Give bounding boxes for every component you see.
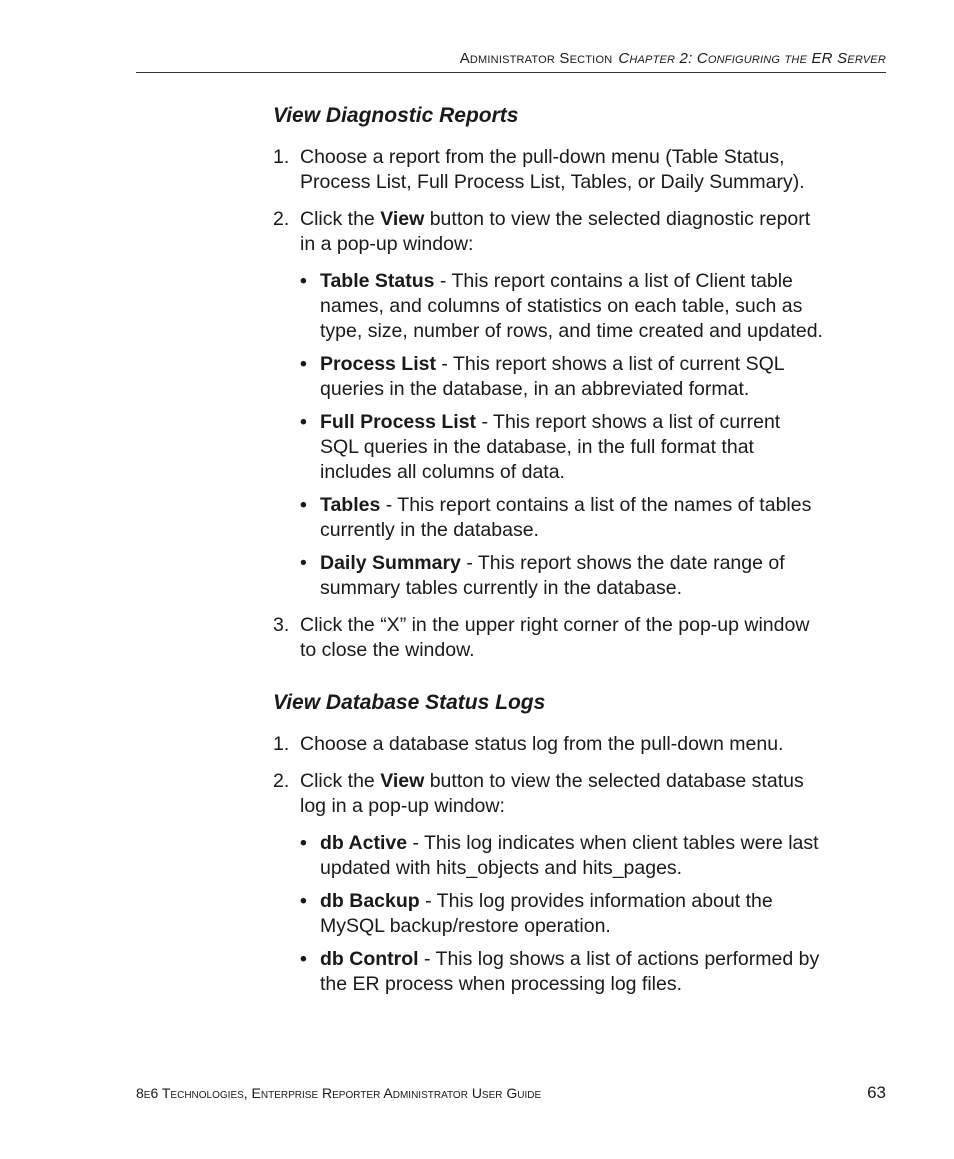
item-desc: - This log provides information about the MySQL backup/restore operation. [320,890,773,937]
step-item [273,145,823,195]
list-item [300,269,823,344]
header-chapter: Chapter 2: Configuring the ER Server [618,50,886,67]
bullet-icon: • [300,948,307,970]
item-term: Daily Summary [320,552,461,574]
item-term: Full Process List [320,411,477,433]
step-item [273,207,823,601]
running-header [136,50,886,67]
item-term: Tables [320,494,381,516]
step-text-post: button to view the selected database status log in a pop-up window: [300,770,804,817]
step-number: 2. [273,770,290,792]
log-list [300,831,823,997]
page-number: 63 [867,1083,886,1102]
item-desc: - This report contains a list of the names of tables currently in the database. [320,494,812,541]
list-item [300,352,823,402]
step-text: Click the “X” in the upper right corner of the pop-up window to close the window. [300,614,810,661]
bullet-icon: • [300,494,307,516]
step-text-pre: Click the [300,770,381,792]
step-number: 1. [273,733,290,755]
item-term: Process List [320,353,436,375]
step-item [273,613,823,663]
step-item [273,769,823,997]
step-text: Choose a report from the pull-down menu (Table Status, Process List, Full Process List, Tables, or Daily Summary). [300,146,805,193]
list-item [300,410,823,485]
bullet-icon: • [300,411,307,433]
item-desc: - This report contains a list of Client table names, and columns of statistics on each table, such as type, size, number of rows, and time created and updated. [320,270,823,342]
bullet-icon: • [300,832,307,854]
view-button-label: View [380,208,425,230]
header-section: Administrator Section [459,50,613,67]
diagnostic-steps [273,145,823,663]
list-item [300,831,823,881]
bullet-icon: • [300,552,307,574]
step-text: Choose a database status log from the pull-down menu. [300,733,784,755]
list-item [300,551,823,601]
item-desc: - This log indicates when client tables were last updated with hits_objects and hits_pages. [320,832,819,879]
report-list [300,269,823,601]
step-text-pre: Click the [300,208,381,230]
item-desc: - This report shows a list of current SQL queries in the database, in the full format that includes all columns of data. [320,411,781,483]
item-term: db Control [320,948,419,970]
item-desc: - This report shows the date range of summary tables currently in the database. [320,552,785,599]
footer-text: 8e6 Technologies, Enterprise Reporter Administrator User Guide [136,1085,542,1101]
step-number: 1. [273,146,290,168]
bullet-icon: • [300,270,307,292]
bullet-icon: • [300,353,307,375]
page-content [273,102,823,1009]
step-number: 2. [273,208,290,230]
list-item [300,493,823,543]
section-title-database-status-logs: View Database Status Logs [273,691,546,714]
step-item [273,732,823,757]
item-term: db Backup [320,890,420,912]
step-number: 3. [273,614,290,636]
item-desc: - This log shows a list of actions performed by the ER process when processing log files. [320,948,820,995]
item-term: Table Status [320,270,435,292]
bullet-icon: • [300,890,307,912]
step-text-post: button to view the selected diagnostic report in a pop-up window: [300,208,811,255]
header-rule [136,72,886,73]
list-item [300,947,823,997]
list-item [300,889,823,939]
view-button-label: View [380,770,425,792]
status-log-steps [273,732,823,997]
running-footer [136,1085,886,1101]
section-title-diagnostic-reports: View Diagnostic Reports [273,104,519,127]
item-term: db Active [320,832,408,854]
item-desc: - This report shows a list of current SQL queries in the database, in an abbreviated format. [320,353,784,400]
